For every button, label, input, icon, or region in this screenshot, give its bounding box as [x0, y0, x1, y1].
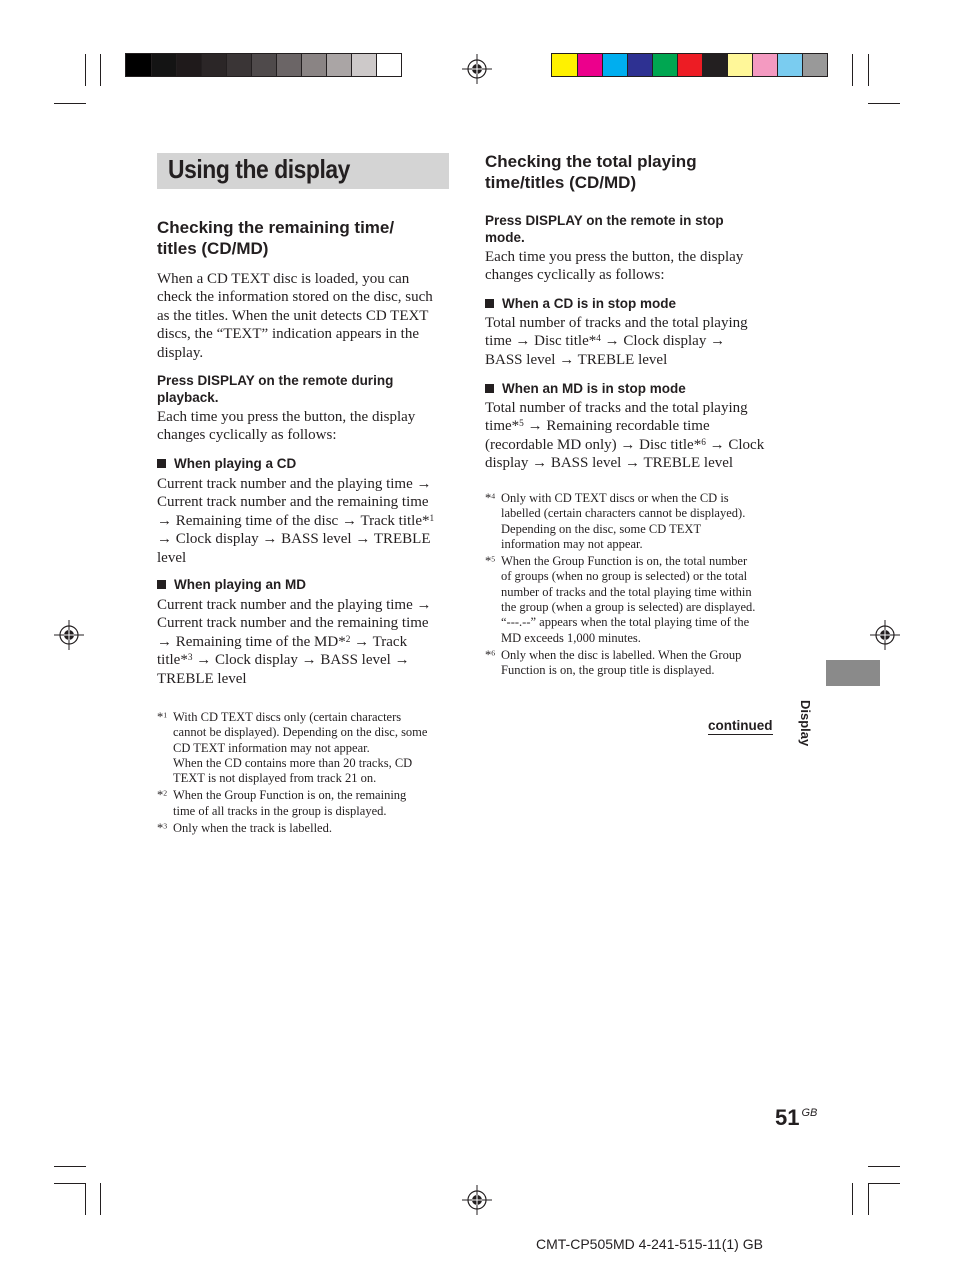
right-cd-subheading: When a CD is in stop mode [485, 295, 676, 312]
color-swatch [126, 54, 151, 76]
registration-mark-icon [870, 620, 900, 650]
square-bullet-icon [157, 580, 166, 589]
arrow-icon: → [301, 652, 317, 669]
color-calibration-bar [551, 53, 828, 77]
arrow-icon: → [416, 476, 432, 492]
footnote-marker: *$^4$ [485, 491, 496, 505]
footnote: *$^3$ Only when the track is labelled. [157, 821, 332, 836]
color-swatch [276, 54, 301, 76]
page-title: Using the display [168, 154, 350, 184]
color-swatch [577, 54, 602, 76]
arrow-icon: → [157, 531, 172, 548]
section-title-bar [157, 153, 449, 189]
right-cd-sequence: Total number of tracks and the total playing time → Disc title*$^4$ → Clock display → BASS level → TREBLE level [485, 315, 748, 368]
arrow-icon: → [620, 436, 636, 453]
square-bullet-icon [485, 384, 494, 393]
grayscale-calibration-bar [125, 53, 402, 77]
left-cd-sequence: Current track number and the playing time → Current track number and the remaining time → Remaining time of the disc → Track title*$^1$ → Clock display → BASS level → TREBLE level [157, 476, 435, 566]
color-swatch [552, 54, 577, 76]
arrow-icon: → [157, 633, 172, 650]
right-footnotes [485, 491, 755, 681]
footnote-marker: *$^3$ [157, 821, 168, 836]
color-swatch [727, 54, 752, 76]
arrow-icon: → [394, 652, 410, 669]
arrow-icon: → [559, 351, 575, 368]
color-swatch [376, 54, 401, 76]
arrow-icon: → [196, 652, 212, 669]
left-section-heading: Checking the remaining time/ titles (CD/MD) [157, 218, 395, 258]
left-footnotes [157, 710, 427, 838]
footnote-marker: *$^6$ [485, 647, 496, 662]
square-bullet-icon [485, 299, 494, 308]
left-md-subheading: When playing an MD [157, 576, 306, 593]
arrow-icon: → [157, 512, 172, 529]
color-swatch [702, 54, 727, 76]
footnote: *$^6$ Only when the disc is labelled. When the Group Function is on, the group title is displayed. [485, 647, 742, 678]
right-instruction: Press DISPLAY on the remote in stop mode. [485, 213, 724, 245]
color-swatch [151, 54, 176, 76]
color-swatch [627, 54, 652, 76]
color-swatch [602, 54, 627, 76]
footnote-marker: *$^1$ [157, 710, 168, 724]
section-tab [826, 660, 880, 686]
color-swatch [251, 54, 276, 76]
footnote: *$^1$ With CD TEXT discs only (certain characters cannot be displayed). Depending on the disc, some CD TEXT information may not appear. When the CD contains more than 20 tracks, CD TEXT is not displayed from track 21 on. [157, 710, 428, 786]
arrow-icon: → [515, 333, 531, 350]
left-md-sequence: Current track number and the playing time → Current track number and the remaining time → Remaining time of the MD*$^2$ → Track title*$^3$ → Clock display → BASS level → TREBLE level [157, 597, 432, 687]
color-swatch [226, 54, 251, 76]
left-cd-subheading: When playing a CD [157, 455, 296, 472]
color-swatch [301, 54, 326, 76]
color-swatch [677, 54, 702, 76]
page-number: 51 $^{GB}$ [775, 1105, 818, 1130]
color-swatch [201, 54, 226, 76]
footnote: *$^5$ When the Group Function is on, the total number of groups (when no group is selected) or the total number of tracks and the total playing time within the group (when a group is selected) are displayed. “---.--” appears when the total playing time of the MD exceeds 1,000 minutes. [485, 554, 756, 645]
color-swatch [326, 54, 351, 76]
right-each-time-text: Each time you press the button, the display changes cyclically as follows: [485, 249, 744, 284]
left-instruction: Press DISPLAY on the remote during playback. [157, 373, 394, 405]
square-bullet-icon [157, 459, 166, 468]
arrow-icon: → [416, 597, 432, 613]
color-swatch [777, 54, 802, 76]
color-swatch [176, 54, 201, 76]
arrow-icon: → [710, 333, 726, 350]
continued-label: continued [708, 718, 773, 733]
registration-mark-icon [54, 620, 84, 650]
arrow-icon: → [341, 512, 357, 529]
arrow-icon: → [532, 455, 548, 472]
arrow-icon: → [625, 455, 641, 472]
footnote-marker: *$^2$ [157, 788, 168, 803]
arrow-icon: → [354, 633, 370, 650]
left-each-time-text: Each time you press the button, the display changes cyclically as follows: [157, 409, 416, 444]
right-section-heading: Checking the total playing time/titles (CD/MD) [485, 152, 697, 192]
arrow-icon: → [262, 531, 278, 548]
right-md-subheading: When an MD is in stop mode [485, 380, 686, 397]
footnote: *$^2$ When the Group Function is on, the remaining time of all tracks in the group is displayed. [157, 788, 407, 818]
registration-mark-icon [462, 54, 492, 84]
arrow-icon: → [355, 531, 371, 548]
color-swatch [752, 54, 777, 76]
color-swatch [351, 54, 376, 76]
arrow-icon: → [709, 436, 725, 453]
left-intro-paragraph: When a CD TEXT disc is loaded, you can check the information stored on the disc, such as the titles. When the unit detects CD TEXT discs, the “TEXT” indication appears in the display. [157, 271, 433, 361]
color-swatch [802, 54, 827, 76]
arrow-icon: → [527, 418, 543, 435]
registration-mark-icon [462, 1185, 492, 1215]
model-number: CMT-CP505MD 4-241-515-11(1) GB [536, 1236, 763, 1252]
side-section-label: Display [798, 700, 813, 747]
arrow-icon: → [604, 333, 620, 350]
color-swatch [652, 54, 677, 76]
footnote: *$^4$ Only with CD TEXT discs or when the CD is labelled (certain characters cannot be displayed). Depending on the disc, some CD TEXT information may not appear. [485, 491, 746, 551]
right-md-sequence: Total number of tracks and the total playing time*$^5$ → Remaining recordable time (recordable MD only) → Disc title*$^6$ → Clock display → BASS level → TREBLE level [485, 400, 765, 472]
footnote-marker: *$^5$ [485, 554, 496, 569]
